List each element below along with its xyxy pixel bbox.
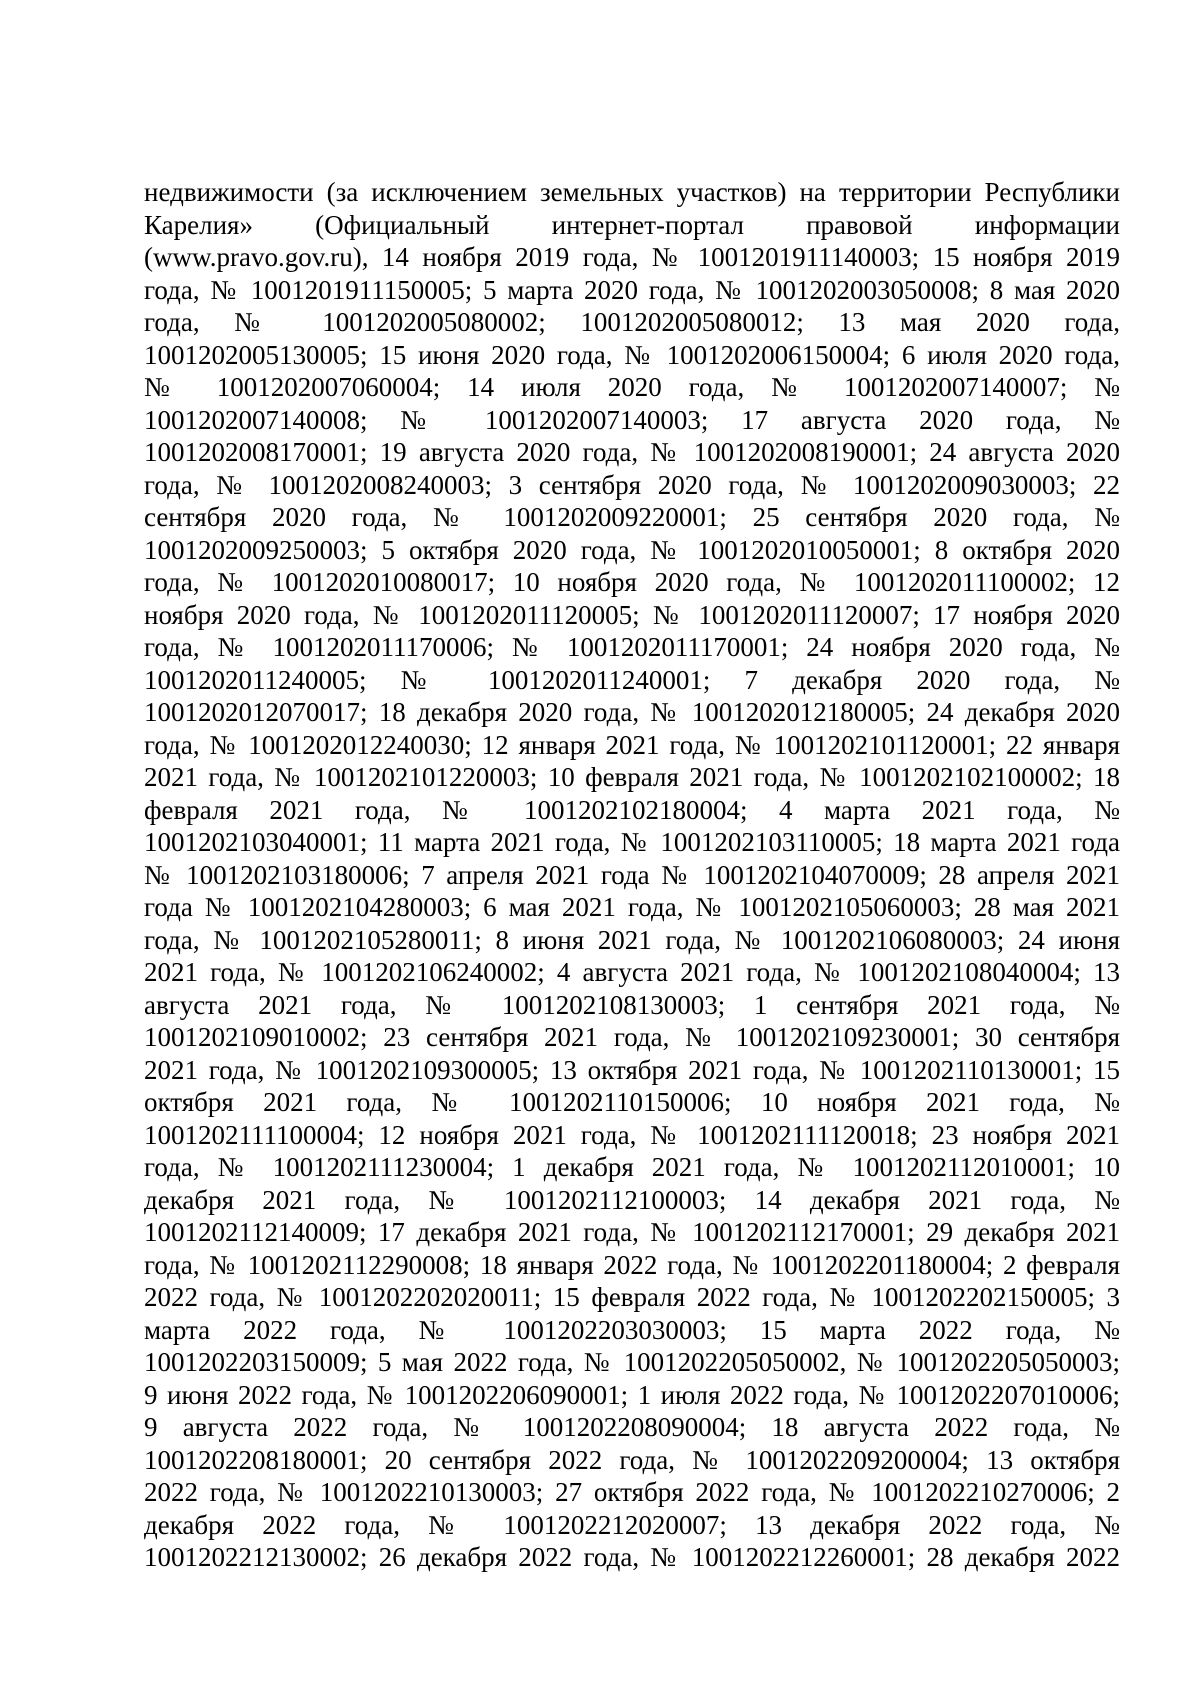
- text-line: 1001202212130002; 26 декабря 2022 года, № 1001202212260001; 28 декабря 2022: [144, 1542, 1120, 1572]
- text-line: 2021 года, № 1001202109300005; 13 октября 2021 года, № 1001202110130001; 15: [144, 1054, 1120, 1085]
- text-line: № 1001202007060004; 14 июля 2020 года, № 1001202007140007; №: [144, 372, 1120, 402]
- text-line: 2021 года, № 1001202101220003; 10 февраля 2021 года, № 1001202102100002; 18: [144, 762, 1120, 792]
- text-line: 1001202008170001; 19 августа 2020 года, № 1001202008190001; 24 августа 2020: [144, 437, 1120, 467]
- text-line: 1001202011240005; № 1001202011240001; 7 декабря 2020 года, №: [144, 664, 1120, 695]
- text-line: года, № 1001202105280011; 8 июня 2021 года, № 1001202106080003; 24 июня: [144, 924, 1120, 955]
- text-line: марта 2022 года, № 1001202203030003; 15 марта 2022 года, №: [144, 1314, 1120, 1345]
- text-line: года, № 1001202008240003; 3 сентября 2020 года, № 1001202009030003; 22: [144, 469, 1120, 500]
- body-text: [144, 176, 1120, 1574]
- text-line: года, № 1001202012240030; 12 января 2021 года, № 1001202101120001; 22 января: [144, 729, 1120, 760]
- text-line: 1001202005130005; 15 июня 2020 года, № 1001202006150004; 6 июля 2020 года,: [144, 339, 1120, 370]
- text-line: 1001202103040001; 11 марта 2021 года, № 1001202103110005; 18 марта 2021 года: [144, 827, 1120, 857]
- text-line: февраля 2021 года, № 1001202102180004; 4 марта 2021 года, №: [144, 794, 1120, 825]
- text-line: 2022 года, № 1001202202020011; 15 февраля 2022 года, № 1001202202150005; 3: [144, 1282, 1120, 1312]
- text-line: 9 августа 2022 года, № 1001202208090004; 18 августа 2022 года, №: [144, 1412, 1120, 1442]
- text-line: года, № 1001202010080017; 10 ноября 2020 года, № 1001202011100002; 12: [144, 567, 1120, 597]
- text-line: 1001202007140008; № 1001202007140003; 17 августа 2020 года, №: [144, 404, 1120, 435]
- text-line: недвижимости (за исключением земельных участков) на территории Республики: [144, 177, 1120, 207]
- text-line: 1001202203150009; 5 мая 2022 года, № 1001202205050002, № 1001202205050003;: [144, 1347, 1120, 1377]
- text-line: декабря 2022 года, № 1001202212020007; 13 декабря 2022 года, №: [144, 1509, 1120, 1540]
- text-line: декабря 2021 года, № 1001202112100003; 14 декабря 2021 года, №: [144, 1184, 1120, 1215]
- text-line: ноября 2020 года, № 1001202011120005; № 1001202011120007; 17 ноября 2020: [144, 599, 1120, 630]
- text-line: года № 1001202104280003; 6 мая 2021 года, № 1001202105060003; 28 мая 2021: [144, 892, 1120, 922]
- text-line: № 1001202103180006; 7 апреля 2021 года № 1001202104070009; 28 апреля 2021: [144, 859, 1120, 890]
- text-line: 2022 года, № 1001202210130003; 27 октября 2022 года, № 1001202210270006; 2: [144, 1477, 1120, 1507]
- text-line: 1001202109010002; 23 сентября 2021 года, № 1001202109230001; 30 сентября: [144, 1022, 1120, 1052]
- text-line: 1001202009250003; 5 октября 2020 года, № 1001202010050001; 8 октября 2020: [144, 534, 1120, 565]
- text-line: года, № 1001202111230004; 1 декабря 2021 года, № 1001202112010001; 10: [144, 1152, 1120, 1182]
- text-line: года, № 1001202005080002; 1001202005080012; 13 мая 2020 года,: [144, 307, 1120, 337]
- text-line: октября 2021 года, № 1001202110150006; 10 ноября 2021 года, №: [144, 1087, 1120, 1117]
- text-line: года, № 1001201911150005; 5 марта 2020 года, № 1001202003050008; 8 мая 2020: [144, 274, 1120, 305]
- text-line: августа 2021 года, № 1001202108130003; 1 сентября 2021 года, №: [144, 989, 1120, 1020]
- text-line: года, № 1001202011170006; № 1001202011170001; 24 ноября 2020 года, №: [144, 632, 1120, 662]
- text-line: (www.pravo.gov.ru), 14 ноября 2019 года, № 1001201911140003; 15 ноября 2019: [144, 242, 1120, 272]
- text-line: Карелия» (Официальный интернет-портал правовой информации: [144, 209, 1120, 240]
- text-line: 1001202111100004; 12 ноября 2021 года, № 1001202111120018; 23 ноября 2021: [144, 1119, 1120, 1150]
- text-line: 1001202208180001; 20 сентября 2022 года, № 1001202209200004; 13 октября: [144, 1444, 1120, 1475]
- text-line: года, № 1001202112290008; 18 января 2022 года, № 1001202201180004; 2 февраля: [144, 1249, 1120, 1280]
- text-line: 9 июня 2022 года, № 1001202206090001; 1 июля 2022 года, № 1001202207010006;: [144, 1379, 1120, 1410]
- text-line: 2021 года, № 1001202106240002; 4 августа 2021 года, № 1001202108040004; 13: [144, 957, 1120, 987]
- text-line: сентября 2020 года, № 1001202009220001; 25 сентября 2020 года, №: [144, 502, 1120, 532]
- text-line: 1001202012070017; 18 декабря 2020 года, № 1001202012180005; 24 декабря 2020: [144, 697, 1120, 727]
- text-line: 1001202112140009; 17 декабря 2021 года, № 1001202112170001; 29 декабря 2021: [144, 1217, 1120, 1247]
